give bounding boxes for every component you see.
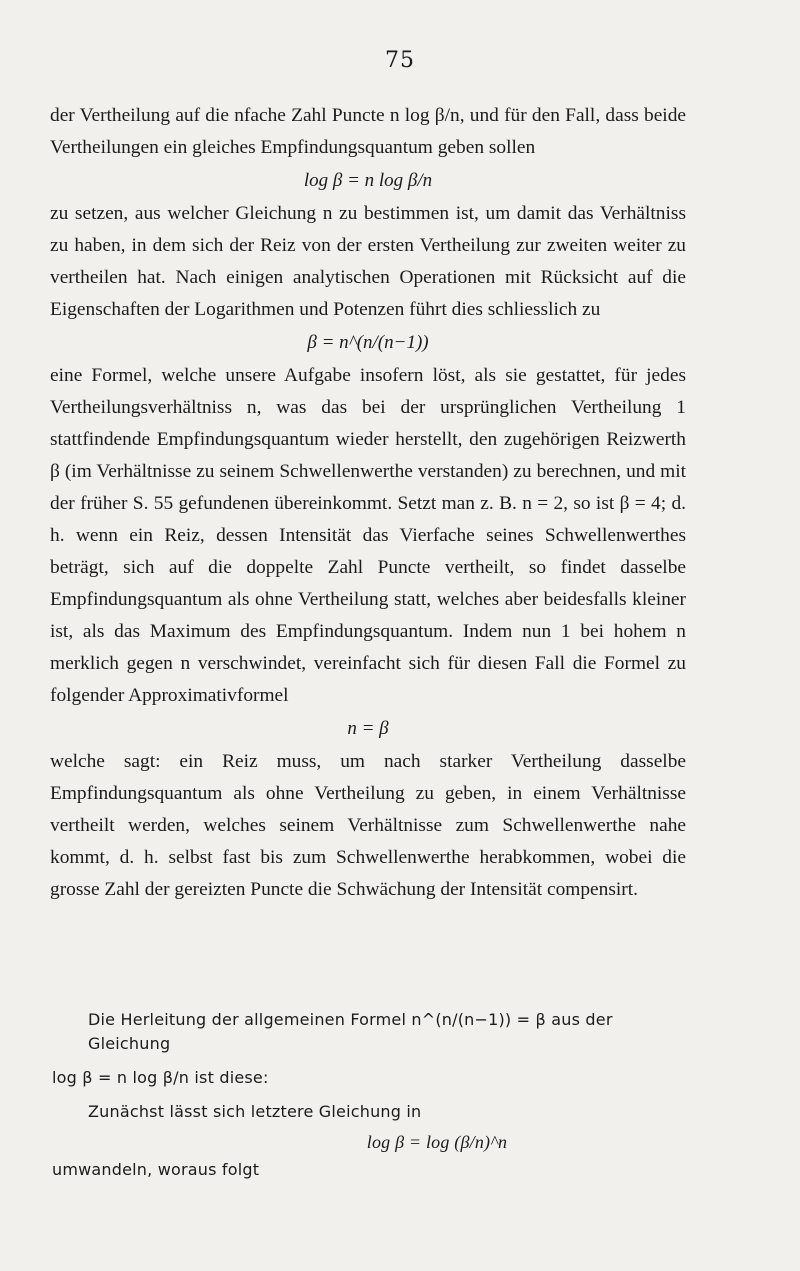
paragraph-2: zu setzen, aus welcher Gleichung n zu bestimmen ist, um damit das Verhältniss zu haben, in dem sich der Reiz von der ersten Vertheilung zur zweiten weiter zu vertheilen hat. Nach einigen analytischen Operationen mit Rücksicht auf die Eigenschaften der Logarithmen und Potenzen führt dies schliesslich zu bbox=[50, 203, 686, 320]
paragraph-1: der Vertheilung auf die nfache Zahl Puncte n log β/n, und für den Fall, dass beide Vertheilungen ein gleiches Empfindungsquantum geben sollen bbox=[50, 105, 686, 158]
footnote-line-1: Die Herleitung der allgemeinen Formel n^(n/(n−1)) = β aus der Gleichung bbox=[88, 1010, 613, 1053]
equation-3: n = β bbox=[347, 718, 389, 739]
footnote-line-3: Zunächst lässt sich letztere Gleichung in bbox=[88, 1102, 422, 1121]
page-number: 75 bbox=[385, 48, 415, 73]
main-text bbox=[50, 100, 686, 906]
equation-1: log β = n log β/n bbox=[303, 170, 433, 191]
footnote-line-2: log β = n log β/n ist diese: bbox=[52, 1068, 269, 1087]
footnote-equation: log β = log (β/n)^n bbox=[366, 1132, 508, 1152]
paragraph-4: welche sagt: ein Reiz muss, um nach starker Vertheilung dasselbe Empfindungsquantum als ohne Vertheilung zu geben, in einem Verhältnisse vertheilt werden, welches seinem Verhältnisse zum Schwellenwerthe nahe kommt, d. h. selbst fast bis zum Schwellenwerthe herabkommen, wobei die grosse Zahl der gereizten Puncte die Schwächung der Intensität compensirt. bbox=[50, 751, 686, 900]
paragraph-3: eine Formel, welche unsere Aufgabe insofern löst, als sie gestattet, für jedes Vertheilungsverhältniss n, was das bei der ursprünglichen Vertheilung 1 stattfindende Empfindungsquantum wieder herstellt, den zugehörigen Reizwerth β (im Verhältnisse zu seinem Schwellenwerthe verstanden) zu berechnen, und mit der früher S. 55 gefundenen übereinkommt. Setzt man z. B. n = 2, so ist β = 4; d. h. wenn ein Reiz, dessen Intensität das Vierfache seines Schwellenwerthes beträgt, sich auf die doppelte Zahl Puncte vertheilt, so findet dasselbe Empfindungsquantum als ohne Vertheilung statt, welches aber beidesfalls kleiner ist, als das Maximum des Empfindungsquantum. Indem nun 1 bei hohem n merklich gegen n verschwindet, vereinfacht sich für diesen Fall die Formel zu folgender Approximativformel bbox=[50, 365, 686, 706]
equation-2: β = n^(n/(n−1)) bbox=[307, 332, 429, 353]
footnote bbox=[52, 1008, 686, 1182]
footnote-line-4: umwandeln, woraus folgt bbox=[52, 1160, 260, 1179]
